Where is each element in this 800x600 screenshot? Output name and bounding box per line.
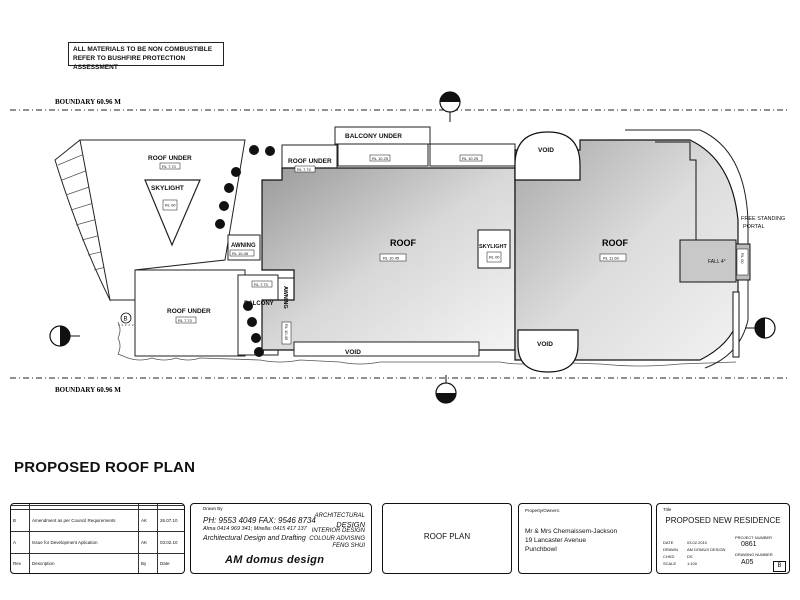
label-balcony-under: BALCONY UNDER xyxy=(345,133,402,140)
date-label: DATE xyxy=(663,540,674,545)
service-item: COLOUR ADVISING xyxy=(309,535,365,542)
project-block xyxy=(656,503,790,574)
label-roof-under-3: ROOF UNDER xyxy=(167,308,211,315)
owner-street: 19 Lancaster Avenue xyxy=(525,537,586,544)
revision-header-row: Rev Description By Date xyxy=(11,553,184,573)
label-roof-under-1: ROOF UNDER xyxy=(148,155,192,162)
label-void-2: VOID xyxy=(345,349,361,356)
owner-name: Mr & Mrs Chemaissem-Jackson xyxy=(525,528,618,535)
label-void-3: VOID xyxy=(537,341,553,348)
revision-row: A Issue for Development Aplication AK 03.02.10 xyxy=(11,531,184,553)
chkd-label: CHKD xyxy=(663,554,675,559)
section-marker-top-icon xyxy=(440,92,460,122)
phone-fax: PH: 9553 4049 FAX: 9546 8734 xyxy=(203,516,316,525)
project-label: Title xyxy=(663,507,672,512)
drawing-number-label: DRAWING NUMBER xyxy=(735,552,773,557)
label-fall: FALL 4° xyxy=(708,259,726,265)
project-number-label: PROJECT NUMBER xyxy=(735,535,773,540)
tagline: Architectural Design and Drafting xyxy=(203,535,306,542)
rl-roof-under-2: RL 7.70 xyxy=(297,166,311,172)
rl-balcony: RL 7.70 xyxy=(254,281,268,287)
note-line-1: ALL MATERIALS TO BE NON COMBUSTIBLE xyxy=(73,46,213,53)
sheet-title-block xyxy=(382,503,512,574)
service-item: ARCHITECTURAL xyxy=(314,513,365,519)
owner-block xyxy=(518,503,652,574)
section-marker-left-icon xyxy=(50,326,80,346)
drawing-number: A05 xyxy=(741,559,754,566)
rl-balcony-1: RL 10.25 xyxy=(372,155,389,161)
revision-row: B Amendment as per Council Requirements AK 26.07.10 xyxy=(11,509,184,531)
tag-b-label: B xyxy=(123,316,128,323)
label-skylight-2: SKYLIGHT xyxy=(479,244,507,250)
label-portal: PORTAL xyxy=(743,224,765,230)
notes-box xyxy=(68,42,224,71)
company-logo: AM domus design xyxy=(225,554,325,566)
service-item: INTERIOR DESIGN xyxy=(311,528,365,534)
label-roof-2: ROOF xyxy=(602,238,628,248)
label-roof-1: ROOF xyxy=(390,238,416,248)
owner-label: Property/Owners: xyxy=(525,508,561,513)
rl-roof-1: RL 10.45 xyxy=(383,255,400,261)
rl-awning-vertical: RL 10.45 xyxy=(284,324,289,341)
drawn-value: AM DOMUS DESIGN xyxy=(687,547,726,552)
project-title: PROPOSED NEW RESIDENCE xyxy=(665,516,781,525)
service-item: DESIGN xyxy=(336,519,365,529)
drawn-by-label: Drawn By xyxy=(203,506,223,511)
boundary-label-bottom: BOUNDARY 60.96 M xyxy=(55,386,121,394)
window-strip xyxy=(733,292,739,357)
revision-badge: B xyxy=(773,561,786,572)
boundary-label-top: BOUNDARY 60.96 M xyxy=(55,98,121,106)
chkd-value: DS xyxy=(687,554,693,559)
rl-portal: RL 00 xyxy=(740,253,745,264)
rl-roof-under-1: RL 7.70 xyxy=(162,163,176,169)
mobiles: Alma 0414 969 341; Mirella: 0415 417 137 xyxy=(203,526,307,532)
drawing-title: PROPOSED ROOF PLAN xyxy=(14,459,196,476)
void-bottom xyxy=(518,330,578,372)
void-strip xyxy=(294,342,479,356)
rl-roof-2: RL 11.60 xyxy=(603,255,619,261)
label-free-standing: FREE STANDING xyxy=(741,216,786,222)
void-top xyxy=(515,132,580,180)
rl-balcony-2: RL 10.25 xyxy=(462,155,479,161)
owner-suburb: Punchbowl xyxy=(525,546,557,553)
section-marker-right-icon xyxy=(745,318,775,338)
note-line-2: REFER TO BUSHFIRE PROTECTION ASSESSMENT xyxy=(73,55,186,71)
label-void-1: VOID xyxy=(538,147,554,154)
sheet-title: ROOF PLAN xyxy=(423,532,471,541)
scale-label: SCALE xyxy=(663,561,677,566)
label-balcony: BALCONY xyxy=(244,301,274,307)
label-skylight-1: SKYLIGHT xyxy=(151,185,184,192)
rl-awning: RL 10.45 xyxy=(232,250,249,256)
services-list xyxy=(309,513,365,551)
scale-value: 1:100 xyxy=(687,561,698,566)
label-awning: AWNING xyxy=(231,243,256,249)
rl-roof-under-3: RL 7.70 xyxy=(178,317,192,323)
label-roof-under-2: ROOF UNDER xyxy=(288,158,332,165)
rl-skylight-1: RL 00 xyxy=(165,202,176,208)
drawn-by-block xyxy=(190,503,372,574)
section-marker-bottom-icon xyxy=(436,375,456,403)
revision-table xyxy=(10,503,185,574)
label-awning-vertical: AWNING xyxy=(282,286,288,309)
date-value: 03.02.2010 xyxy=(687,540,708,545)
rl-skylight-2: RL 00 xyxy=(489,254,500,260)
drawn-label: DRAWN xyxy=(663,547,678,552)
service-item: FENG SHUI xyxy=(332,543,365,549)
project-number: 0861 xyxy=(741,541,757,548)
